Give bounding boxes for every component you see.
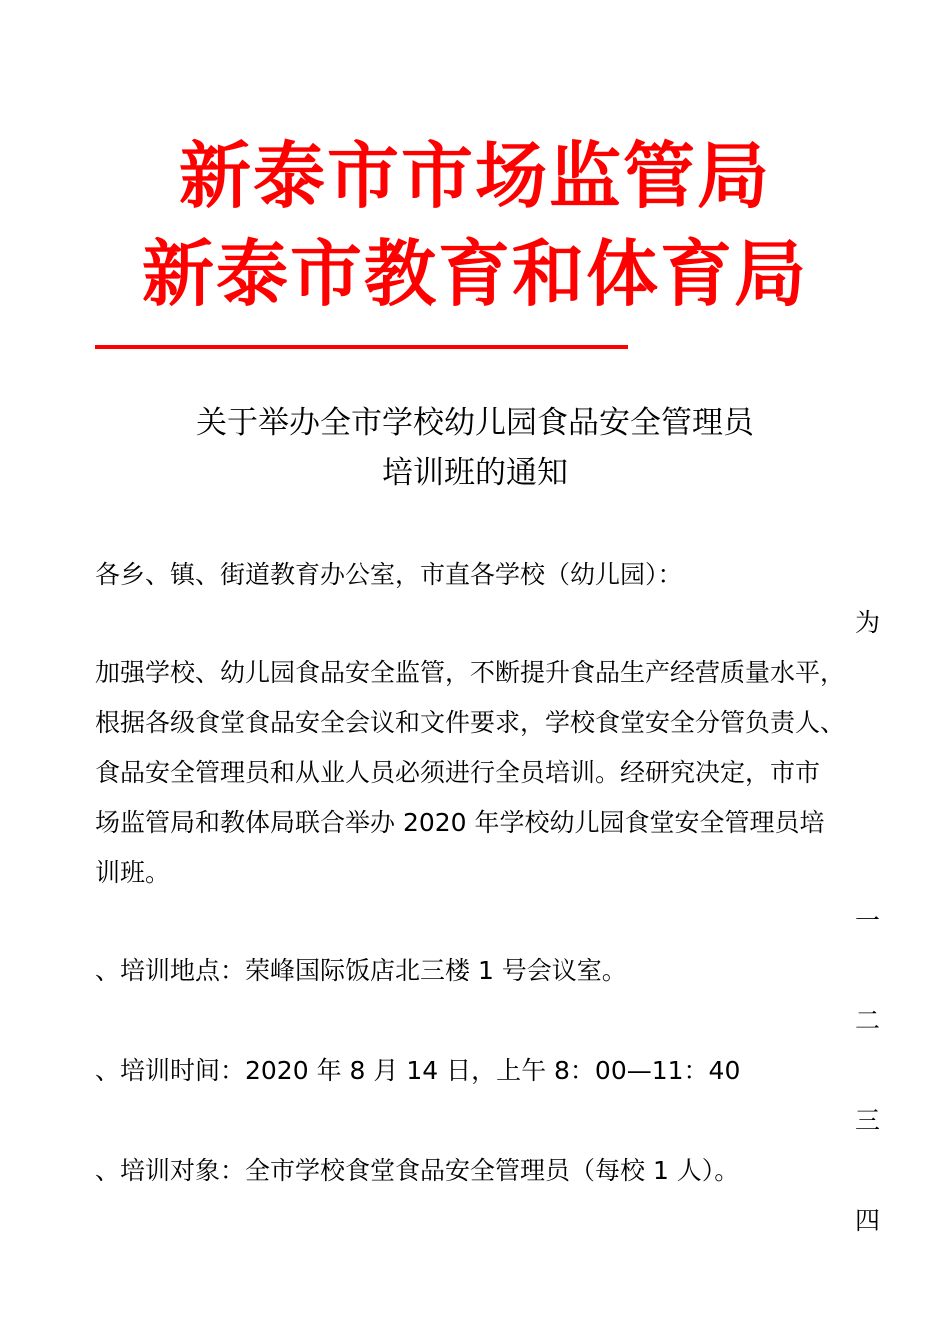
agency-title-education-sports: 新泰市教育和体育局 xyxy=(141,232,808,316)
item-4-numeral: 四 xyxy=(854,1206,880,1235)
salutation: 各乡、镇、街道教育办公室，市直各学校（幼儿园）： xyxy=(95,560,683,589)
notice-title-line-2: 培训班的通知 xyxy=(382,455,568,491)
notice-title-line-1: 关于举办全市学校幼儿园食品安全管理员 xyxy=(196,405,754,441)
intro-line: 食品安全管理员和从业人员必须进行全员培训。经研究决定，市市 xyxy=(95,758,821,787)
intro-line: 加强学校、幼儿园食品安全监管，不断提升食品生产经营质量水平， xyxy=(95,658,846,687)
item-3-text: 、培训对象：全市学校食堂食品安全管理员（每校 1 人）。 xyxy=(95,1156,740,1185)
item-2-numeral: 二 xyxy=(854,1006,880,1035)
intro-lead-char: 为 xyxy=(854,608,880,637)
intro-line: 根据各级食堂食品安全会议和文件要求，学校食堂安全分管负责人、 xyxy=(95,708,846,737)
item-1-numeral: 一 xyxy=(854,906,880,935)
intro-line: 场监管局和教体局联合举办 2020 年学校幼儿园食堂安全管理员培 xyxy=(95,808,825,837)
intro-line: 训班。 xyxy=(95,858,171,887)
agency-title-market-supervision: 新泰市市场监管局 xyxy=(178,134,771,218)
item-3-numeral: 三 xyxy=(854,1106,880,1135)
red-divider-rule xyxy=(95,345,628,349)
item-1-text: 、培训地点：荣峰国际饭店北三楼 1 号会议室。 xyxy=(95,956,627,985)
item-2-text: 、培训时间：2020 年 8 月 14 日，上午 8：00—11：40 xyxy=(95,1056,741,1085)
